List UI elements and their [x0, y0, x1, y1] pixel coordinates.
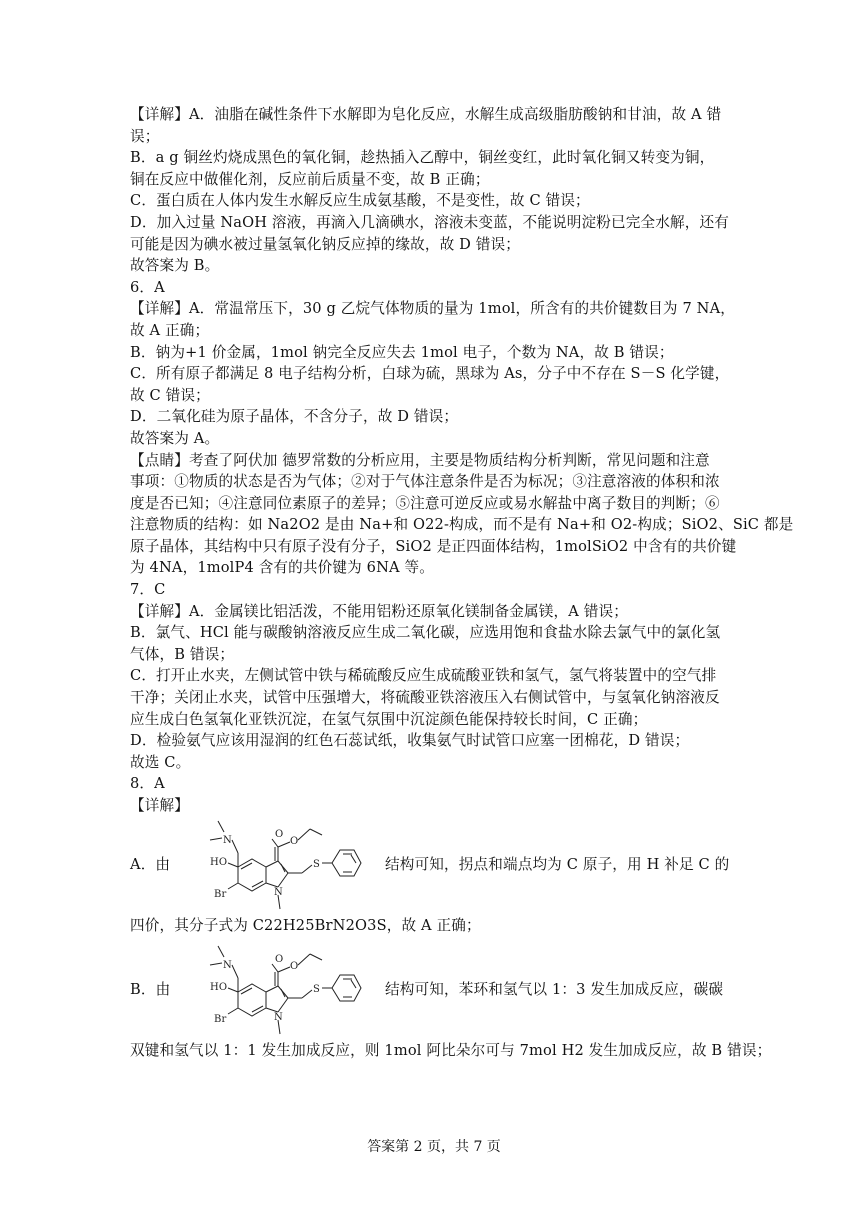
ester-oxygen-label: O [290, 835, 299, 847]
text-line: B．a g 铜丝灼烧成黑色的氧化铜，趁热插入乙醇中，铜丝变红，此时氧化铜又转变为铜， [130, 149, 715, 167]
text-line: 误； [130, 127, 160, 145]
carbonyl-oxygen-label: O [275, 954, 284, 966]
item-a-text: 结构可知，拐点和端点均为 C 原子，用 H 补足 C 的 [385, 855, 730, 873]
text-line: 可能是因为碘水被过量氢氧化钠反应掉的缘故，故 D 错误； [130, 235, 521, 253]
carbonyl-oxygen-label: O [275, 828, 284, 840]
text-line: 【详解】A．常温常压下，30 g 乙烷气体物质的量为 1mol，所含有的共价键数目为 7 NA， [130, 300, 736, 318]
text-line: 【点睛】考查了阿伏加 德罗常数的分析应用，主要是物质结构分析判断，常见问题和注意 [130, 451, 710, 469]
text-line: C．蛋白质在人体内发生水解反应生成氨基酸，不是变性，故 C 错误； [130, 192, 590, 210]
text-line: D．检验氨气应该用湿润的红色石蕊试纸，收集氨气时试管口应塞一团棉花，D 错误； [130, 732, 690, 750]
text-line: 故 A 正确； [130, 321, 210, 339]
text-line: 故选 C。 [130, 753, 191, 771]
text-line: C．打开止水夹，左侧试管中铁与稀硫酸反应生成硫酸亚铁和氢气，氢气将装置中的空气排 [130, 667, 717, 685]
item-b-row [130, 942, 740, 1040]
item-b-label: B．由 [130, 981, 171, 999]
hydroxyl-label: HO [210, 982, 228, 994]
item-b-continuation: 双键和氢气以 1：1 发生加成反应，则 1mol 阿比朵尔可与 7mol H2 发生加成反应，故 B 错误； [130, 1042, 772, 1060]
text-line: 【详解】 [130, 797, 189, 814]
arbidol-structure-image [180, 942, 376, 1040]
text-line: D．加入过量 NaOH 溶液，再滴入几滴碘水，溶液未变蓝，不能说明淀粉已完全水解，还有 [130, 213, 729, 231]
item-b-text: 结构可知，苯环和氢气以 1：3 发生加成反应，碳碳 [385, 981, 724, 999]
question-number: 7．C [130, 581, 166, 599]
amine-nitrogen-label: N [223, 960, 232, 972]
text-line: 【详解】A．油脂在碱性条件下水解即为皂化反应，水解生成高级脂肪酸钠和甘油，故 A 错 [130, 106, 722, 123]
text-line: 事项：①物质的状态是否为气体；②对于气体注意条件是否为标况；③注意溶液的体积和浓 [130, 473, 720, 491]
question-number: 8．A [130, 775, 165, 793]
text-line: 气体，B 错误； [130, 645, 235, 663]
text-line: D．二氧化硅为原子晶体，不含分子，故 D 错误； [130, 408, 459, 426]
ring-nitrogen-label: N [274, 886, 283, 898]
sulfur-label: S [313, 984, 321, 996]
item-a-continuation: 四价，其分子式为 C22H25BrN2O3S，故 A 正确； [130, 916, 481, 934]
arbidol-structure-image [180, 817, 376, 915]
page-footer: 答案第 2 页，共 7 页 [367, 1139, 501, 1155]
item-a-row [130, 817, 740, 915]
bromine-label: Br [214, 1014, 227, 1026]
hydroxyl-label: HO [210, 856, 228, 868]
text-line: 铜在反应中做催化剂，反应前后质量不变，故 B 正确； [130, 170, 490, 188]
ring-nitrogen-label: N [274, 1012, 283, 1024]
text-line: 故 C 错误； [130, 386, 210, 404]
amine-nitrogen-label: N [223, 834, 232, 846]
sulfur-label: S [313, 858, 321, 870]
text-line: 为 4NA，1molP4 含有的共价键为 6NA 等。 [130, 559, 435, 577]
text-line: C．所有原子都满足 8 电子结构分析，白球为硫，黑球为 As，分子中不存在 S－S 化学键， [130, 365, 730, 383]
text-line: B．氯气、HCl 能与碳酸钠溶液反应生成二氧化碳，应选用饱和食盐水除去氯气中的氯化氢 [130, 624, 721, 642]
text-line: 度是否已知；④注意同位素原子的差异；⑤注意可逆反应或易水解盐中离子数目的判断；⑥ [130, 494, 720, 512]
text-line: 应生成白色氢氧化亚铁沉淀，在氢气氛围中沉淀颜色能保持较长时间，C 正确； [130, 710, 648, 728]
text-line: 故答案为 B。 [130, 257, 220, 275]
bromine-label: Br [214, 888, 227, 900]
item-a-label: A．由 [130, 855, 171, 873]
text-line: B．钠为+1 价金属，1mol 钠完全反应失去 1mol 电子，个数为 NA，故 B 错误； [130, 343, 674, 361]
text-line: 干净；关闭止水夹，试管中压强增大，将硫酸亚铁溶液压入右侧试管中，与氢氧化钠溶液反 [130, 689, 720, 707]
ester-oxygen-label: O [290, 961, 299, 973]
text-line: 故答案为 A。 [130, 429, 220, 447]
text-line: 注意物质的结构：如 Na2O2 是由 Na+和 O22-构成，而不是有 Na+和 O2-构成；SiO2、SiC 都是 [130, 516, 794, 534]
question-number: 6．A [130, 278, 165, 296]
text-line: 【详解】A．金属镁比铝活泼，不能用铝粉还原氧化镁制备金属镁，A 错误； [130, 602, 628, 620]
answer-content [130, 104, 794, 1062]
text-line: 原子晶体，其结构中只有原子没有分子，SiO2 是正四面体结构，1molSiO2 中含有的共价键 [130, 537, 737, 555]
